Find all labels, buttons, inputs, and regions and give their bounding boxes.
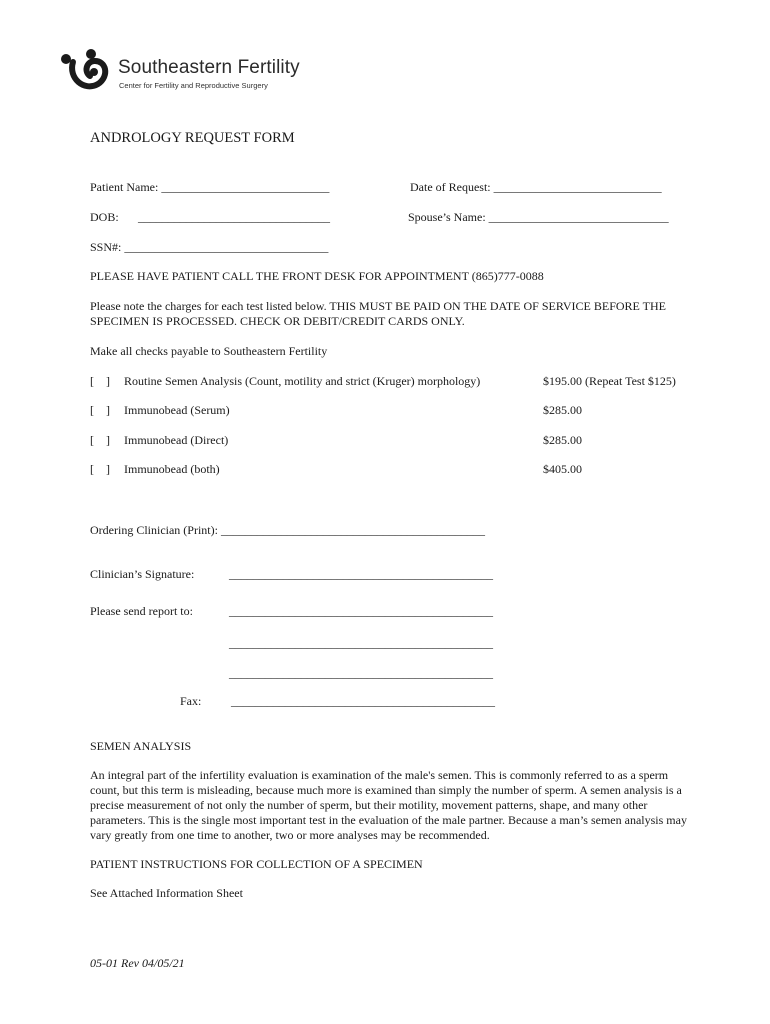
send-report-label: Please send report to: [90,604,193,618]
test-price: $285.00 [543,403,582,417]
test-name: Immunobead (both) [124,462,220,476]
instructions-heading: PATIENT INSTRUCTIONS FOR COLLECTION OF A SPECIMEN [90,857,423,871]
dob-label: DOB: [90,210,119,224]
report-address-line-3[interactable]: ____________________________________________ [229,666,493,680]
ssn-field[interactable]: SSN#: __________________________________ [90,240,329,254]
signature-label: Clinician’s Signature: [90,567,195,581]
semen-analysis-body: An integral part of the infertility evaluation is examination of the male's semen. This is commonly referred to as a sperm count, but this term is misleading, because much more is examined than simply the number of sperm. A semen analysis is a precise measurement of not only the number of sperm, but their motility, movement patterns, shape, and many other parameters. This is the single most important test in the evaluation of the male partner. Because a man’s semen analysis may vary greatly from one time to another, two or more analyses may be recommended. [90,768,687,842]
checks-note: Make all checks payable to Southeastern Fertility [90,344,328,358]
page-title: ANDROLOGY REQUEST FORM [90,130,295,146]
signature-line[interactable]: ____________________________________________ [229,567,493,581]
form-revision-footer: 05-01 Rev 04/05/21 [90,956,185,970]
instructions-text: See Attached Information Sheet [90,886,243,900]
logo-tagline: Center for Fertility and Reproductive Surgery [119,81,268,90]
test-checkbox[interactable]: [ ] [90,403,110,417]
test-name: Immunobead (Direct) [124,433,229,447]
test-checkbox[interactable]: [ ] [90,433,110,447]
test-name: Immunobead (Serum) [124,403,230,417]
semen-analysis-heading: SEMEN ANALYSIS [90,739,192,753]
report-address-line-1[interactable]: ____________________________________________ [229,604,493,618]
appointment-notice: PLEASE HAVE PATIENT CALL THE FRONT DESK FOR APPOINTMENT (865)777-0088 [90,269,544,283]
test-price: $195.00 (Repeat Test $125) [543,374,676,388]
logo-icon [58,48,116,94]
test-price: $405.00 [543,462,582,476]
ordering-clinician-field[interactable]: Ordering Clinician (Print): ____________________________________________ [90,523,485,537]
fax-line[interactable]: ____________________________________________ [231,694,495,708]
patient-name-field[interactable]: Patient Name: ____________________________ [90,180,330,194]
test-name: Routine Semen Analysis (Count, motility and strict (Kruger) morphology) [124,374,481,388]
test-price: $285.00 [543,433,582,447]
test-checkbox[interactable]: [ ] [90,374,110,388]
report-address-line-2[interactable]: ____________________________________________ [229,636,493,650]
spouse-name-field[interactable]: Spouse’s Name: ______________________________ [408,210,669,224]
charges-note: Please note the charges for each test listed below. THIS MUST BE PAID ON THE DATE OF SERVICE BEFORE THE SPECIMEN IS PROCESSED. CHECK OR DEBIT/CREDIT CARDS ONLY. [90,299,666,328]
fax-label: Fax: [180,694,202,708]
date-of-request-field[interactable]: Date of Request: ____________________________ [410,180,662,194]
dob-field[interactable]: ________________________________ [138,210,330,224]
test-checkbox[interactable]: [ ] [90,462,110,476]
logo-name: Southeastern Fertility [118,57,300,78]
